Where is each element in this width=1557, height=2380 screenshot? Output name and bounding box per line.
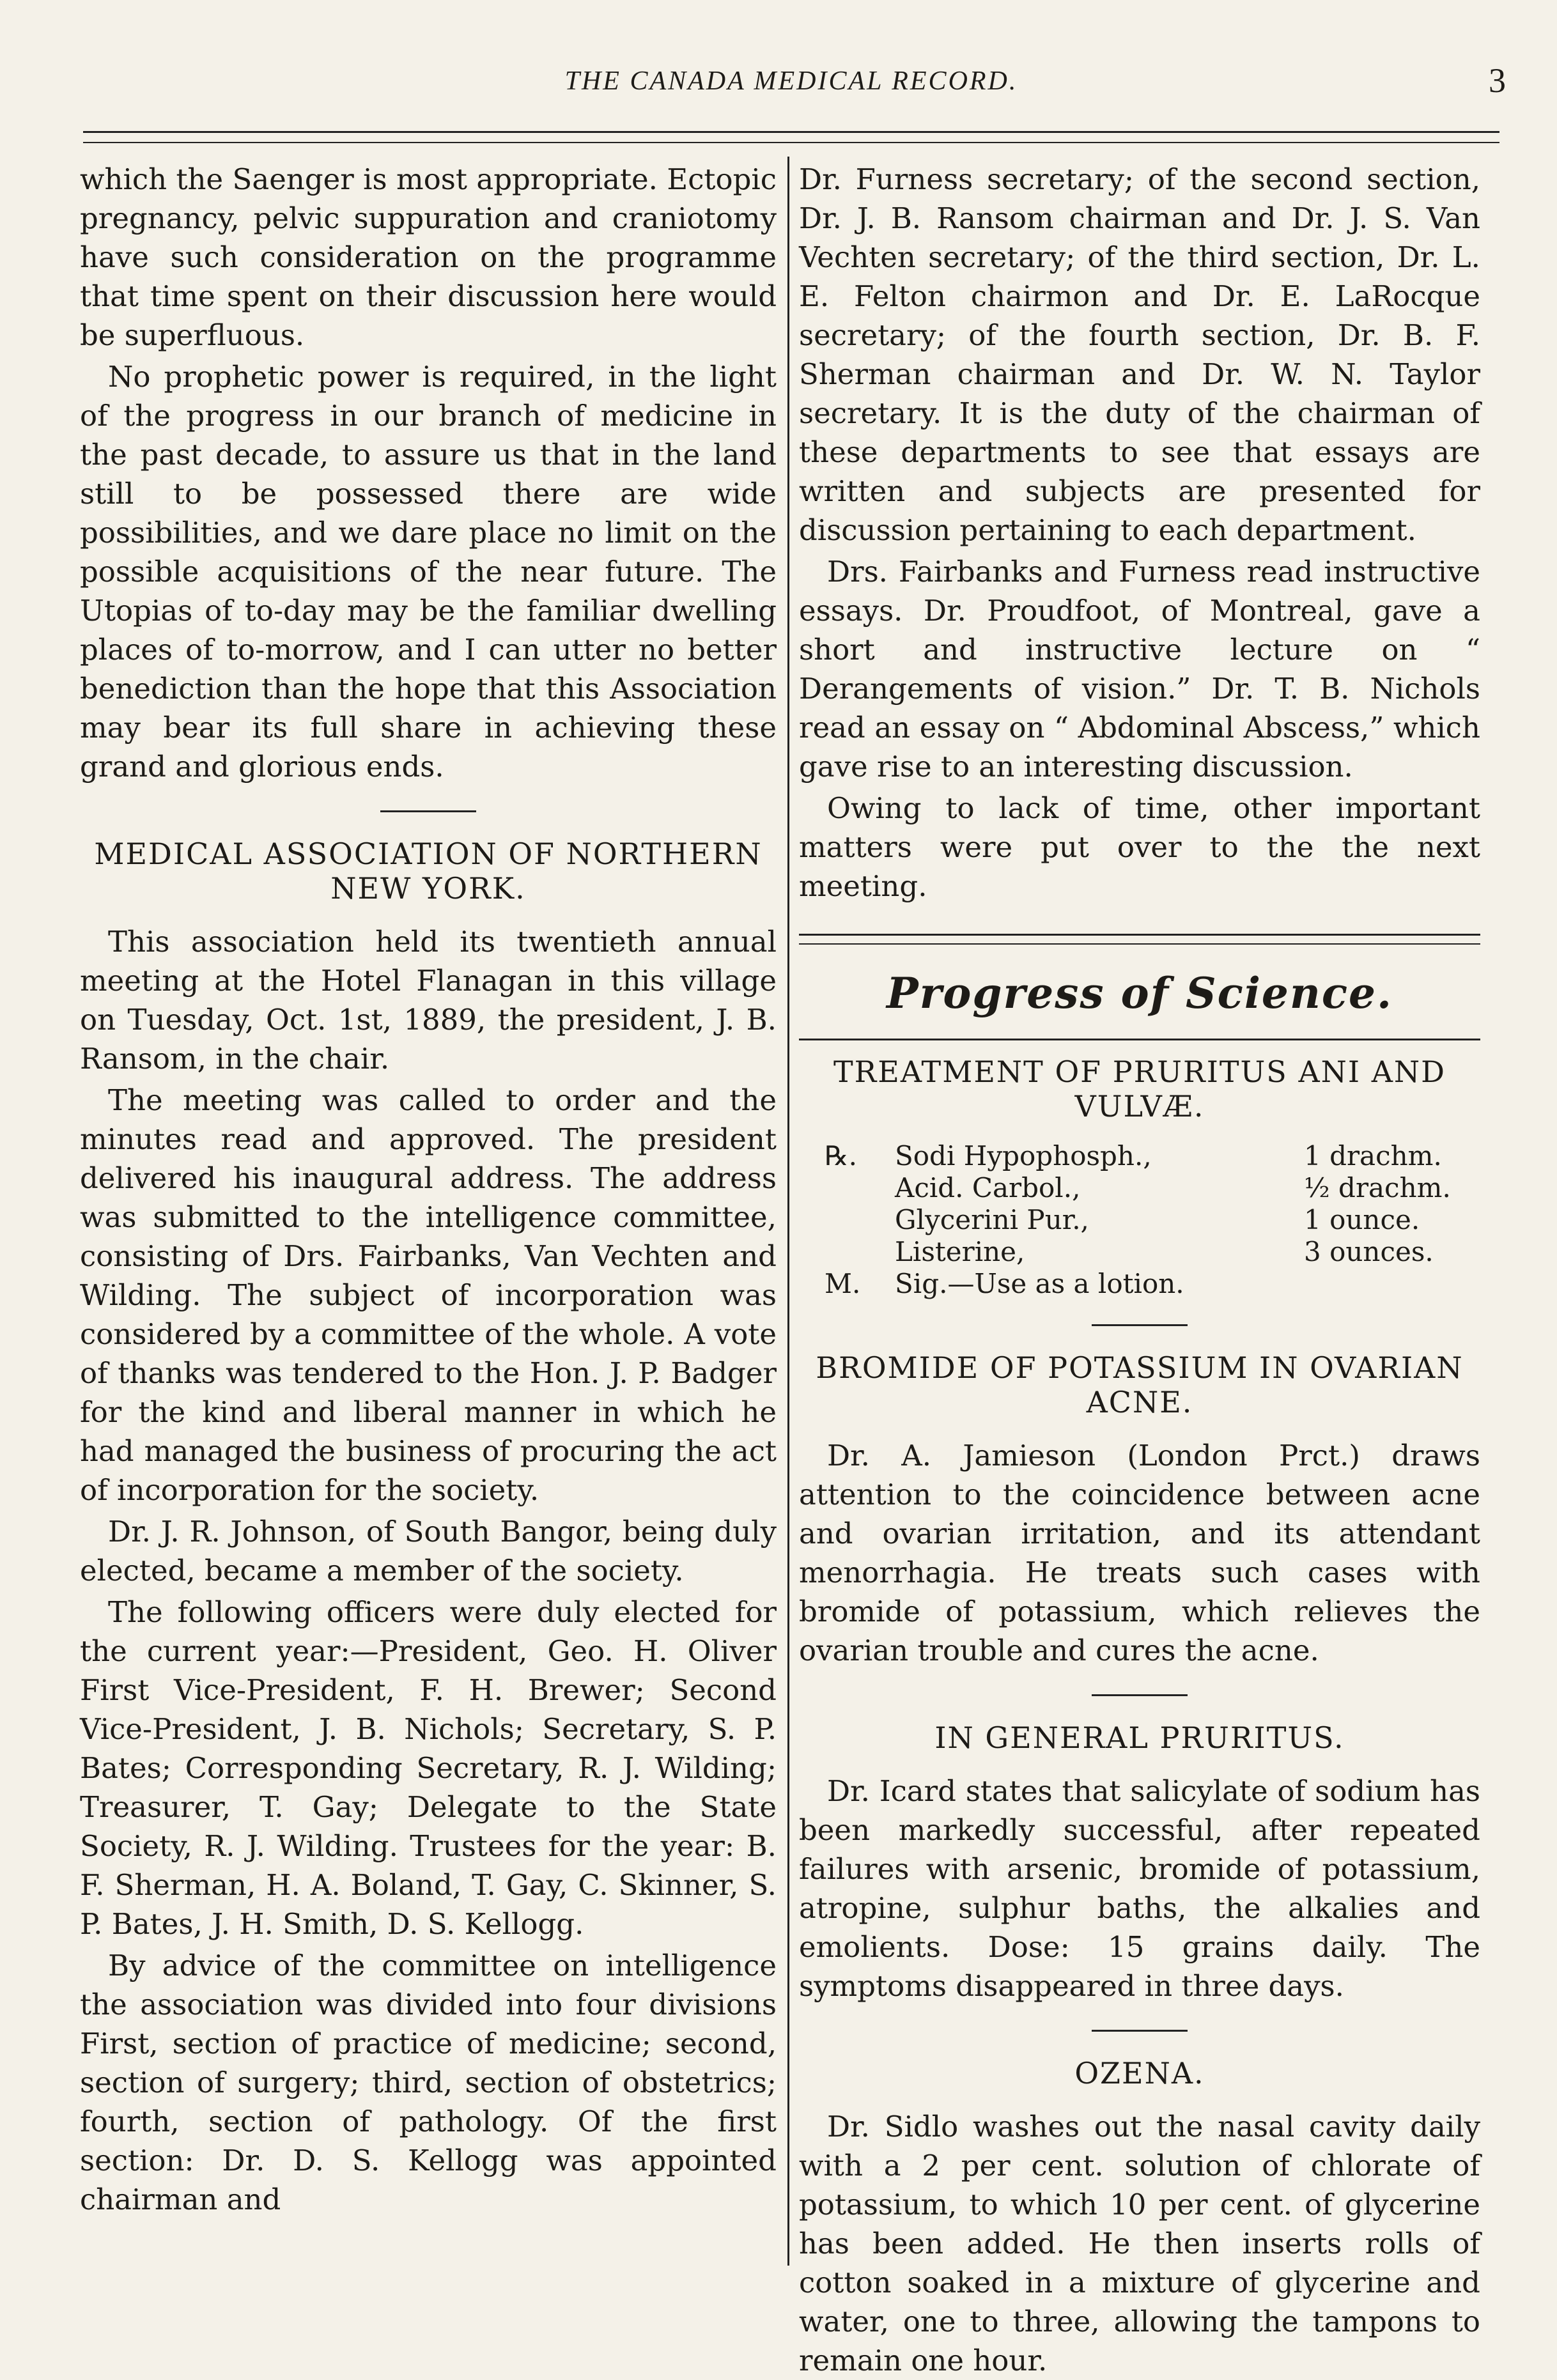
section-divider [380,810,476,812]
rx-symbol: M. [825,1268,861,1299]
rx-amount: 3 ounces. [1304,1236,1434,1267]
rx-ingredient: Sodi Hypophosph., [895,1140,1152,1171]
section-divider [1092,1324,1188,1326]
paragraph: which the Saenger is most appropriate. Ectopic pregnancy, pelvic suppuration and craniotomy have such consideration on the programme that time spent on their discussion here would be superfluous. [80,162,777,352]
paragraph: This association held its twentieth annual meeting at the Hotel Flanagan in this village on Tuesday, Oct. 1st, 1889, the president, J. B. Ransom, in the chair. [80,925,777,1076]
article-heading: BROMIDE OF POTASSIUM IN OVARIAN ACNE. [816,1350,1464,1419]
article-heading: IN GENERAL PRURITUS. [934,1720,1345,1755]
rx-ingredient: Glycerini Pur., [895,1204,1089,1235]
rx-symbol [799,1236,895,1268]
rx-amount: ½ drachm. [1304,1172,1451,1203]
page-header [70,61,1512,118]
paragraph: By advice of the committee on intelligence the association was divided into four divisions First, section of practice of medicine; second, section of surgery; third, section of obstetrics; fourth, section of pathology. Of the first section: Dr. D. S. Kellogg was appointed chairman and [80,1949,777,2216]
paragraph: Dr. J. R. Johnson, of South Bangor, being duly elected, became a member of the society. [80,1515,777,1588]
rx-ingredient: Acid. Carbol., [895,1172,1081,1203]
section-rule [799,934,1480,945]
section-divider [1092,1694,1188,1696]
paragraph: Drs. Fairbanks and Furness read instructive essays. Dr. Proudfoot, of Montreal, gave a short and instructive lecture on “ Derangements of vision.” Dr. T. B. Nichols read an essay on “ Abdominal Abscess,” which gave rise to an interesting discussion. [799,555,1480,784]
running-title: THE CANADA MEDICAL RECORD. [564,66,1018,96]
rx-symbol: ℞. [825,1140,858,1171]
paragraph: The meeting was called to order and the minutes read and approved. The president delivered his inaugural address. The address was submitted to the intelligence committee, consisting of Drs. Fairbanks, Van Vechten and Wilding. The subject of incorporation was considered by a committee of the whole. A vote of thanks was tendered to the Hon. J. P. Badger for the kind and liberal manner in which he had managed the business of procuring the act of incorporation for the society. [80,1083,777,1507]
article-heading: TREATMENT OF PRURITUS ANI AND VULVÆ. [833,1055,1446,1124]
section-divider [1092,2030,1188,2032]
rx-amount: 1 drachm. [1304,1140,1442,1171]
section-rule [799,1039,1480,1040]
prescription-row [799,1140,1480,1172]
paragraph: Dr. Furness secretary; of the second section, Dr. J. B. Ransom chairman and Dr. J. S. Van Vechten secretary; of the third section, Dr. L. E. Felton chairmon and Dr. E. LaRocque secretary; of the fourth section, Dr. B. F. Sherman chairman and Dr. W. N. Taylor secretary. It is the duty of the chairman of these departments to see that essays are written and subjects are presented for discussion pertaining to each department. [799,162,1480,547]
paragraph: Owing to lack of time, other important matters were put over to the the next meeting. [799,791,1480,903]
column-divider [787,157,789,2266]
right-column [799,160,1480,2377]
paragraph: No prophetic power is required, in the light of the progress in our branch of medicine in the past decade, to assure us that in the land still to be possessed there are wide possibilities, and we dare place no limit on the possible acquisitions of the near future. The Utopias of to-day may be the familiar dwelling places of to-morrow, and I can utter no better benediction than the hope that this Association may bear its full share in achieving these grand and glorious ends. [80,360,777,784]
paragraph: Dr. A. Jamieson (London Prct.) draws attention to the coincidence between acne and ovarian irritation, and its attendant menorrhagia. He treats such cases with bromide of potassium, which relieves the ovarian trouble and cures the acne. [799,1439,1480,1667]
rx-ingredient: Listerine, [895,1236,1025,1267]
prescription-row [799,1172,1480,1204]
rx-amount: 1 ounce. [1304,1204,1420,1235]
article-heading: MEDICAL ASSOCIATION OF NORTHERN NEW YORK. [94,837,763,906]
paragraph: Dr. Icard states that salicylate of sodium has been markedly successful, after repeated failures with arsenic, bromide of potassium, atropine, sulphur baths, the alkalies and emolients. Dose: 15 grains daily. The symptoms disappeared in three days. [799,1774,1480,2003]
page-number: 3 [1489,61,1506,100]
prescription [799,1140,1480,1300]
prescription-row [799,1204,1480,1236]
rx-amount [1304,1268,1480,1300]
header-rule [83,131,1499,143]
article-heading: OZENA. [1074,2056,1205,2090]
paragraph: Dr. Sidlo washes out the nasal cavity daily with a 2 per cent. solution of chlorate of potassium, to which 10 per cent. of glycerine has been added. He then inserts rolls of cotton soaked in a mixture of glycerine and water, one to three, allowing the tampons to remain one hour. [799,2110,1480,2377]
left-column [80,160,777,2301]
paragraph: The following officers were duly elected for the current year:—President, Geo. H. Oliver First Vice-President, F. H. Brewer; Second Vice-President, J. B. Nichols; Secretary, S. P. Bates; Corresponding Secretary, R. J. Wilding; Treasurer, T. Gay; Delegate to the State Society, R. J. Wilding. Trustees for the year: B. F. Sherman, H. A. Boland, T. Gay, C. Skinner, S. P. Bates, J. H. Smith, D. S. Kellogg. [80,1595,777,1941]
prescription-row [799,1268,1480,1300]
section-title: Progress of Science. [886,968,1393,1018]
rx-symbol [799,1172,895,1204]
prescription-row [799,1236,1480,1268]
rx-symbol [799,1204,895,1236]
rx-ingredient: Sig.—Use as a lotion. [895,1268,1184,1299]
